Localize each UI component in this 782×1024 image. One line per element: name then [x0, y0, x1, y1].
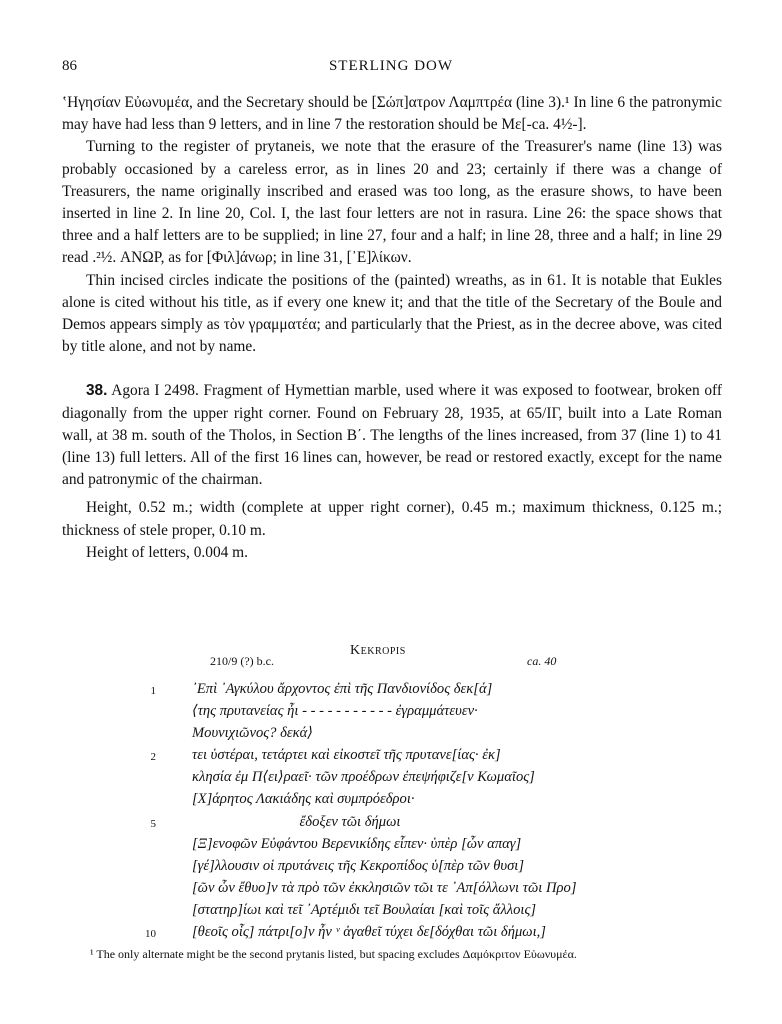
line-text: Μουνιχιῶνος? δεκά⟩	[192, 725, 313, 742]
page-number: 86	[62, 58, 77, 74]
line-text: κλησία ἐμ Π⟨ει⟩ραεῖ· τῶν προέδρων ἐπεψήφιζε[ν Κωμαῖος]	[192, 769, 535, 786]
line-text: [γέ]λλουσιν οἱ πρυτάνεις τῆς Κεκροπίδος ὑ[πὲρ τῶν θυσι]	[192, 857, 525, 874]
inscription-heading	[140, 640, 700, 678]
line-text: [ῶν ὧν ἔθυο]ν τὰ πρὸ τῶν ἐκκλησιῶν τῶι τε ᾿Απ[όλλωνι τῶι Προ]	[192, 879, 577, 896]
line-text: [Ξ]ενοφῶν Εὐφάντου Βερενικίδης εἶπεν· ὑπὲρ [ὧν απαγ]	[192, 835, 522, 852]
footnote: ¹ The only alternate might be the second prytanis listed, but spacing excludes Δαμόκριτον Εὐωνυμέα.	[90, 947, 577, 961]
paragraph-1: ʽΗγησίαν Εὐωνυμέα, and the Secretary should be [Σώπ]ατρον Λαμπτρέα (line 3).¹ In line 6 the patronymic may have had less than 9 letters, and in line 7 the restoration should be Με[-ca. 4½-].	[62, 94, 722, 134]
line-text: ἔδοξεν τῶι δήμωι	[299, 813, 401, 830]
inscription-line	[140, 678, 700, 700]
inscription-line	[140, 744, 700, 766]
inscription-text	[140, 640, 700, 943]
inscription-date: 210/9 (?) b.c.	[210, 654, 274, 668]
line-number: 5	[150, 817, 156, 830]
line-text: ⟨της πρυτανείας ἧι - - - - - - - - - - - ἐγραμμάτευεν·	[192, 703, 478, 720]
line-text: [στατηρ]ίωι καὶ τεῖ ᾿Αρτέμιδι τεῖ Βουλαίαι [καὶ τοῖς ἄλλοις]	[192, 901, 537, 918]
entry-number: 38.	[86, 382, 108, 400]
inscription-line	[140, 700, 700, 722]
line-length-estimate: ca. 40	[527, 654, 557, 668]
line-text: ᾿Επὶ ᾿Αγκύλου ἄρχοντος ἐπὶ τῆς Πανδιονίδος δεκ[ά]	[192, 681, 493, 697]
inscription-line	[140, 722, 700, 744]
inscription-line	[140, 921, 700, 943]
inscription-lines	[140, 678, 700, 943]
inscription-line	[140, 899, 700, 921]
inscription-line	[140, 811, 700, 833]
running-title: STERLING DOW	[328, 58, 454, 74]
body-text	[62, 92, 722, 564]
entry-description: Agora I 2498. Fragment of Hymettian marble, used where it was exposed to footwear, broken off diagonally from the upper right corner. Found on February 28, 1935, at 65/ΙΓ, built into a Late Roman wall, at 38 m. south of the Tholos, in Section Β΄. The lengths of the lines increased, from 37 (line 1) to 41 (line 13) full letters. All of the first 16 lines can, however, be read or restored exactly, except for the name and patronymic of the chairman.	[62, 382, 722, 489]
letter-height-paragraph: Height of letters, 0.004 m.	[86, 543, 248, 561]
inscription-line	[140, 766, 700, 788]
line-number: 2	[150, 751, 156, 764]
tribe-heading: Kekropis	[350, 643, 406, 658]
line-number: 10	[145, 928, 156, 941]
line-number: 1	[150, 685, 156, 697]
line-text: [Χ]άρητος Λακιάδης καὶ συμπρόεδροι·	[192, 791, 415, 808]
inscription-line	[140, 788, 700, 810]
inscription-line	[140, 855, 700, 877]
entry-38-paragraph	[62, 380, 722, 491]
inscription-line	[140, 877, 700, 899]
paragraph-3: Thin incised circles indicate the positions of the (painted) wreaths, as in 61. It is notable that Eukles alone is cited without his title, as if every one knew it; and that the title of the Secretary of the Boule and Demos appears simply as τὸν γραμματέα; and particularly that the Priest, as in the decree above, was cited by title alone, and not by name.	[62, 271, 722, 356]
dimensions-paragraph: Height, 0.52 m.; width (complete at upper right corner), 0.45 m.; maximum thickness, 0.125 m.; thickness of stele proper, 0.10 m.	[62, 499, 722, 539]
line-text: τει ὑστέραι, τετάρτει καὶ εἰκοστεῖ τῆς πρυτανε[ίας· ἐκ]	[192, 747, 501, 764]
paragraph-2: Turning to the register of prytaneis, we note that the erasure of the Treasurer's name (line 13) was probably occasioned by a careless error, as in lines 20 and 23; certainly if there was a change of Treasurers, the name originally inscribed and erased was too long, as the erasure shows, to have been inserted in line 2. In line 20, Col. I, the last four letters are not in rasura. Line 26: the space shows that three and a half letters are to be supplied; in line 27, four and a half; in line 28, three and a half; in line 29 read .²½. ΑΝΩΡ, as for [Φιλ]άνωρ; in line 31, [᾿Ε]λίκων.	[62, 138, 722, 267]
inscription-line	[140, 833, 700, 855]
line-text: [θεοῖς οἷς] πάτρι[ο]ν ἦν ᵛ ἀγαθεῖ τύχει δε[δόχθαι τῶι δήμωι,]	[192, 924, 546, 941]
